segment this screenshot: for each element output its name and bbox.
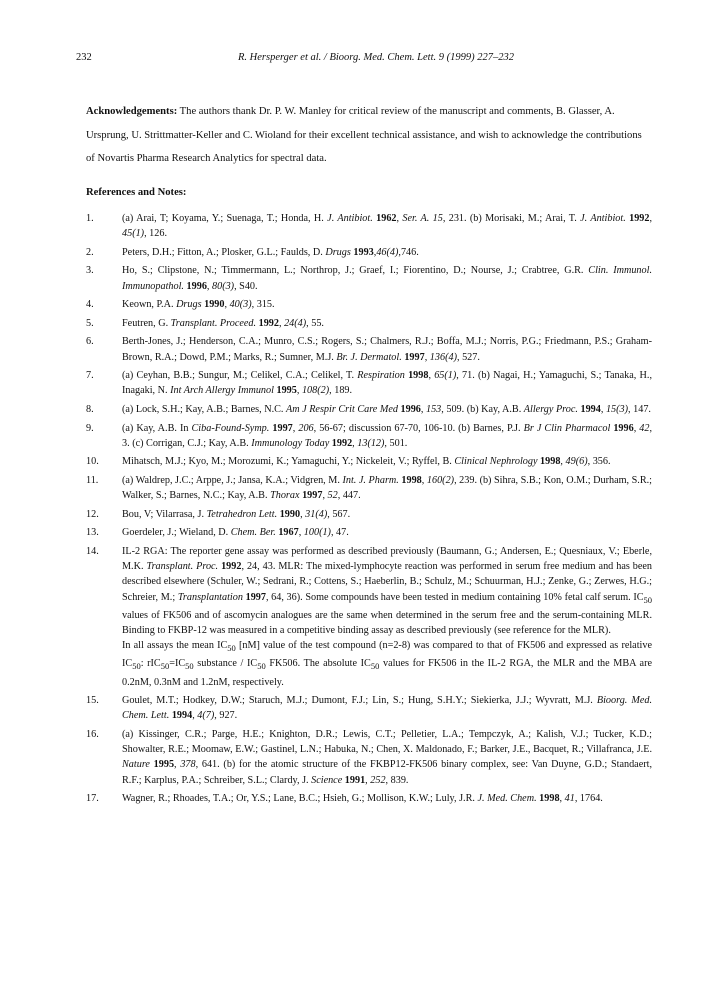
references-heading: References and Notes:: [86, 187, 187, 198]
reference-number: 2.: [86, 246, 94, 258]
reference-item: [86, 544, 652, 690]
reference-text: Mihatsch, M.J.; Kyo, M.; Morozumi, K.; Yamaguchi, Y.; Nickeleit, V.; Ryffel, B. Clinical Nephrology 1998, 49(6), 356.: [122, 456, 611, 468]
reference-number: 4.: [86, 299, 94, 311]
reference-number: 16.: [86, 729, 99, 741]
reference-item: [86, 368, 652, 398]
reference-text: (a) Kissinger, C.R.; Parge, H.E.; Knighton, D.R.; Lewis, C.T.; Pelletier, L.A.; Tempczyk, A.; Kalish, V.J.; Tucker, K.D.; Showalter, R.E.; Moomaw, E.W.; Gastinel, L.N.; Habuka, N.; Chen, X. Maldonado, F.; Barker, J.E., Bacquet, R.; Villafranca, J.E. Nature 1995, 378, 641. (b) for the atomic structure of the FKBP12-FK506 binary complex, see: Van Duyne, G.D.; Standaert, R.F.; Karplus, P.A.; Schreiber, S.L.; Clardy, J. Science 1991, 252, 839.: [122, 729, 653, 786]
reference-item: [86, 525, 652, 540]
reference-number: 17.: [86, 793, 99, 805]
acknowledgements-paragraph: [86, 100, 652, 171]
acknowledgements-text: The authors thank Dr. P. W. Manley for critical review of the manuscript and comments, B. Glasser, A. Ursprung, U. Strittmatter-Keller and C. Wioland for their excellent technical assistance, and wish to acknowledge the contributions of Novartis Pharma Research Analytics for spectral data.: [86, 106, 642, 164]
references-list: [86, 211, 652, 810]
running-title: R. Hersperger et al. / Bioorg. Med. Chem. Lett. 9 (1999) 227–232: [238, 52, 514, 63]
page-header: [76, 52, 676, 68]
reference-item: [86, 454, 652, 469]
reference-number: 5.: [86, 317, 94, 329]
reference-number: 15.: [86, 695, 99, 707]
reference-number: 13.: [86, 527, 99, 539]
reference-item: [86, 727, 652, 788]
reference-number: 3.: [86, 265, 94, 277]
reference-item: [86, 316, 652, 331]
page-number: 232: [76, 52, 92, 63]
acknowledgements-label: Acknowledgements:: [86, 106, 178, 117]
reference-text: (a) Kay, A.B. In Ciba-Found-Symp. 1997, 206, 56-67; discussion 67-70, 106-10. (b) Barnes, P.J. Br J Clin Pharmacol 1996, 42, 3. (c) Corrigan, C.J.; Kay, A.B. Immunology Today 1992, 13(12), 501.: [122, 422, 653, 449]
reference-text: (a) Lock, S.H.; Kay, A.B.; Barnes, N.C. Am J Respir Crit Care Med 1996, 153, 509. (b) Kay, A.B. Allergy Proc. 1994, 15(3), 147.: [122, 403, 651, 415]
reference-item: [86, 334, 652, 364]
reference-text: IL-2 RGA: The reporter gene assay was performed as described previously (Baumann, G.; Andersen, E.; Quesniaux, V.; Eberle, M.K. Transplant. Proc. 1992, 24, 43. MLR: The mixed-lymphocyte reaction was performed in serum free medium and has been described elsewhere (Schuler, W.; Sedrani, R.; Cottens, S.; Haeberlin, B.; Schulz, M.; Schuurman, H.J.; Zenke, G.; Zerwes, H.G.; Schreier, M.; Transplantation 1997, 64, 36). Some compounds have been tested in medium containing 10% fetal calf serum. $IC_{50}$ values of FK506 and of ascomycin analogues are the same when determined in the serum free and the serum-containing MLR. Binding to FKBP-12 was measured in a competitive binding assay as described previously (see reference for the MLR). In all assays the mean $IC_{50}$ [nM] value of the test compound (n=2-8) was compared to that of FK506 and expressed as relative $IC_{50}$: $rIC_{50}=IC_{50}$ substance / $IC_{50}$ FK506. The absolute $IC_{50}$ values for FK506 in the IL-2 RGA, the MLR and the MBA are 0.2nM, 0.3nM and 1.2nM, respectively.: [122, 545, 653, 688]
reference-item: [86, 245, 652, 260]
reference-number: 9.: [86, 422, 94, 434]
reference-number: 11.: [86, 474, 99, 486]
reference-text: Keown, P.A. Drugs 1990, 40(3), 315.: [122, 299, 275, 311]
reference-text: Goerdeler, J.; Wieland, D. Chem. Ber. 1967, 100(1), 47.: [122, 527, 349, 539]
reference-text: Goulet, M.T.; Hodkey, D.W.; Staruch, M.J.; Dumont, F.J.; Lin, S.; Hung, S.H.Y.; Siekierka, J.J.; Wyvratt, M.J. Bioorg. Med. Chem. Lett. 1994, 4(7), 927.: [122, 695, 653, 722]
reference-text: Bou, V; Vilarrasa, J. Tetrahedron Lett. 1990, 31(4), 567.: [122, 508, 351, 520]
reference-number: 10.: [86, 456, 99, 468]
reference-number: 14.: [86, 545, 99, 557]
reference-item: [86, 297, 652, 312]
reference-item: [86, 791, 652, 806]
reference-number: 1.: [86, 213, 94, 224]
reference-number: 12.: [86, 508, 99, 520]
reference-item: [86, 507, 652, 522]
reference-text: (a) Waldrep, J.C.; Arppe, J.; Jansa, K.A.; Vidgren, M. Int. J. Pharm. 1998, 160(2), 239. (b) Sihra, S.B.; Kon, O.M.; Durham, S.R.; Walker, S.; Barnes, N.C.; Kay, A.B. Thorax 1997, 52, 447.: [122, 474, 653, 502]
reference-text: Wagner, R.; Rhoades, T.A.; Or, Y.S.; Lane, B.C.; Hsieh, G.; Mollison, K.W.; Luly, J.R. J. Med. Chem. 1998, 41, 1764.: [122, 793, 603, 805]
reference-item: [86, 263, 652, 293]
reference-item: [86, 473, 652, 503]
reference-item: [86, 211, 652, 241]
reference-text: (a) Ceyhan, B.B.; Sungur, M.; Celikel, C.A.; Celikel, T. Respiration 1998, 65(1), 71. (b) Nagai, H.; Yamaguchi, S.; Tanaka, H., Inagaki, N. Int Arch Allergy Immunol 1995, 108(2), 189.: [122, 370, 653, 397]
reference-text: Ho, S.; Clipstone, N.; Timmermann, L.; Northrop, J.; Graef, I.; Fiorentino, D.; Nourse, J.; Crabtree, G.R. Clin. Immunol. Immunopathol. 1996, 80(3), S40.: [122, 265, 652, 292]
reference-item: [86, 693, 652, 723]
reference-item: [86, 402, 652, 417]
reference-text: Peters, D.H.; Fitton, A.; Plosker, G.L.; Faulds, D. Drugs 1993,46(4),746.: [122, 246, 419, 258]
reference-item: [86, 421, 652, 451]
reference-number: 7.: [86, 370, 94, 382]
reference-text: Berth-Jones, J.; Henderson, C.A.; Munro, C.S.; Rogers, S.; Chalmers, R.J.; Boffa, M.J.; Norris, P.G.; Friedmann, P.S.; Graham-Brown, R.A.; Dowd, P.M.; Marks, R.; Sumner, M.J. Br. J. Dermatol. 1997, 136(4), 527.: [122, 336, 652, 363]
reference-number: 8.: [86, 403, 94, 415]
reference-text: (a) Arai, T; Koyama, Y.; Suenaga, T.; Honda, H. J. Antibiot. 1962, Ser. A. 15, 231. (b) Morisaki, M.; Arai, T. J. Antibiot. 1992, 45(1), 126.: [122, 213, 653, 240]
reference-number: 6.: [86, 336, 94, 348]
reference-text: Feutren, G. Transplant. Proceed. 1992, 24(4), 55.: [122, 317, 324, 329]
